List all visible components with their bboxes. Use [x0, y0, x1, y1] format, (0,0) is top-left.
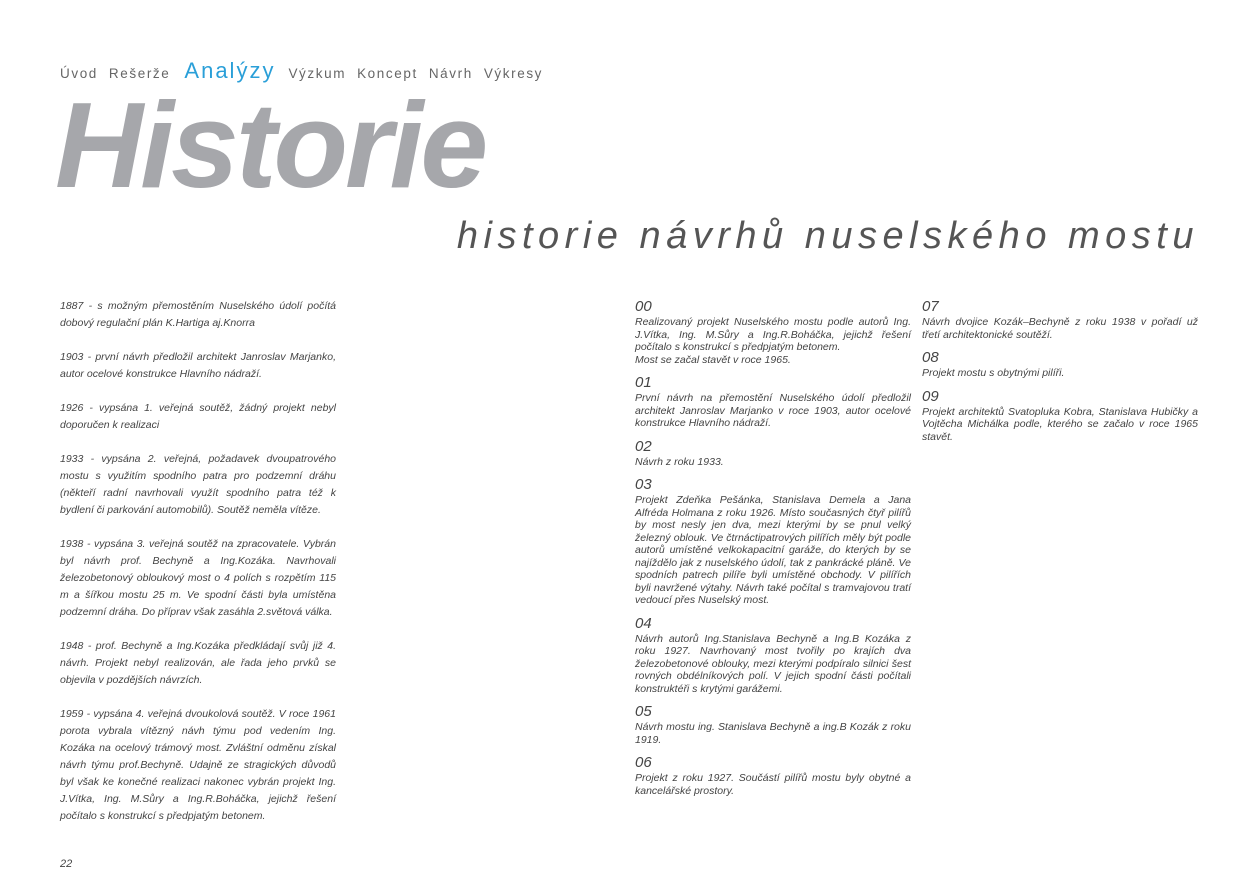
nav-item-vykresy[interactable]: Výkresy	[483, 66, 544, 81]
design-description: Projekt architektů Svatopluka Kobra, Stanislava Hubičky a Vojtěcha Michálka podle, kterého se začalo v roce 1965 stavět.	[922, 405, 1198, 443]
design-number: 01	[635, 374, 652, 391]
design-item	[635, 374, 911, 430]
design-item	[635, 754, 911, 797]
design-description: Návrh z roku 1933.	[635, 455, 724, 468]
design-description: Realizovaný projekt Nuselského mostu podle autorů Ing. J.Vítka, Ing. M.Sůry a Ing.R.Boháčka, jejichž řešení počítalo s konstrukcí s předpjatým betonem. Most se začal stavět v roce 1965.	[635, 316, 911, 366]
design-description: Návrh dvojice Kozák–Bechyně z roku 1938 v pořadí už třetí architektonické soutěží.	[922, 316, 1198, 341]
nav-item-koncept[interactable]: Koncept	[357, 66, 418, 81]
design-item	[922, 388, 1198, 444]
design-item	[635, 703, 911, 746]
page-title: Historie	[55, 77, 486, 213]
design-description: Návrh mostu ing. Stanislava Bechyně a ing.B Kozák z roku 1919.	[635, 721, 911, 746]
nav-item-vyzkum[interactable]: Výzkum	[288, 66, 347, 81]
nav-item-uvod[interactable]: Úvod	[60, 66, 98, 81]
design-description: Projekt Zdeňka Pešánka, Stanislava Demela a Jana Alfréda Holmana z roku 1926. Místo současných čtyř pilířů by most nesly jen dva, mezi kterými by se pnul velký železný oblouk. Ve čtrnáctipatrových pilířích měly být podle autorů umístěné velkokapacitní garáže, do kterých by se najíždělo jak z nuselského údolí, tak z pankrácké pláně. Ve spodních patrech pilíře byli umístěné obchody. V pilířích byli navržené výtahy. Návrh také počítal s tramvajovou tratí vedoucí přes Nuselský most.	[635, 494, 911, 606]
design-number: 04	[635, 614, 652, 632]
page-number: 22	[60, 858, 73, 870]
design-number: 06	[635, 754, 652, 771]
design-item	[922, 298, 1198, 341]
page-subtitle: historie návrhů nuselského mostu	[456, 215, 1199, 257]
timeline-entry: 1926 - vypsána 1. veřejná soutěž, žádný projekt nebyl doporučen k realizaci	[60, 402, 336, 431]
design-item	[635, 615, 911, 696]
design-list-right	[922, 298, 1198, 451]
design-number: 02	[635, 437, 652, 455]
timeline-entry: 1959 - vypsána 4. veřejná dvoukolová soutěž. V roce 1961 porota vybrala vítězný návh týmu pod vedením Ing. Kozáka na ocelový trámový most. Zvláštní odměnu získal návrh týmu prof.Bechyně. Udajně ze stragických důvodů byl však ke konečné realizaci nakonec vybrán projekt Ing. J.Vítka, Ing. M.Sůry a Ing.R.Boháčka, jejichž řešení počítalo s konstrukcí s předpjatým betonem.	[60, 708, 336, 822]
design-description: Návrh autorů Ing.Stanislava Bechyně a Ing.B Kozáka z roku 1927. Navrhovaný most tvořily po krajích dva železobetonové oblouky, mezi kterými podpíralo silnici šest rovných obdélníkových polí. V jejich spodní části počítali konstruktéři s krytými garážemi.	[635, 632, 911, 695]
design-item	[635, 476, 911, 607]
history-timeline	[60, 298, 336, 842]
design-number: 05	[635, 703, 652, 720]
design-description: Projekt z roku 1927. Součástí pilířů mostu byly obytné a kancelářské prostory.	[635, 772, 911, 797]
design-item	[922, 349, 1198, 380]
design-item	[635, 438, 911, 469]
nav-item-reserze[interactable]: Rešerže	[108, 66, 171, 81]
design-list-left	[635, 298, 911, 805]
nav-item-navrh[interactable]: Návrh	[428, 66, 473, 81]
timeline-entry: 1903 - první návrh předložil architekt Janroslav Marjanko, autor ocelové konstrukce Hlavního nádraží.	[60, 351, 336, 380]
design-number: 00	[635, 298, 652, 315]
timeline-entry: 1938 - vypsána 3. veřejná soutěž na zpracovatele. Vybrán byl návrh prof. Bechyně a Ing.Kozáka. Navrhovali železobetonový obloukový most o 4 polích s rozpětím 115 m a šířkou mostu 25 m. Ve spodní části byla umístěna podzemní dráha. Do příprav však zasáhla 2.světová válka.	[60, 538, 336, 618]
timeline-entry: 1887 - s možným přemostěním Nuselského údolí počítá dobový regulační plán K.Hartiga aj.Knorra	[60, 300, 336, 329]
design-number: 07	[922, 298, 939, 315]
design-number: 08	[922, 349, 939, 366]
design-item	[635, 298, 911, 366]
timeline-entry: 1933 - vypsána 2. veřejná, požadavek dvoupatrového mostu s využitím spodního patra pro podzemní dráhu (někteří radní navrhovali využít spodního patra též k bydlení či parkování automobilů). Soutěž neměla vítěze.	[60, 453, 336, 516]
design-description: První návrh na přemostění Nuselského údolí předložil architekt Janroslav Marjanko v roce 1903, autor ocelové konstrukce Hlavního nádraží.	[635, 392, 911, 429]
design-number: 09	[922, 387, 939, 405]
design-number: 03	[635, 476, 652, 493]
timeline-entry: 1948 - prof. Bechyně a Ing.Kozáka předkládají svůj již 4. návrh. Projekt nebyl realizován, ale řada jeho prvků se objevila v pozdějších návrzích.	[60, 640, 336, 686]
design-description: Projekt mostu s obytnými pilíři.	[922, 367, 1065, 379]
nav-item-analyzy[interactable]: Analýzy	[184, 58, 276, 83]
